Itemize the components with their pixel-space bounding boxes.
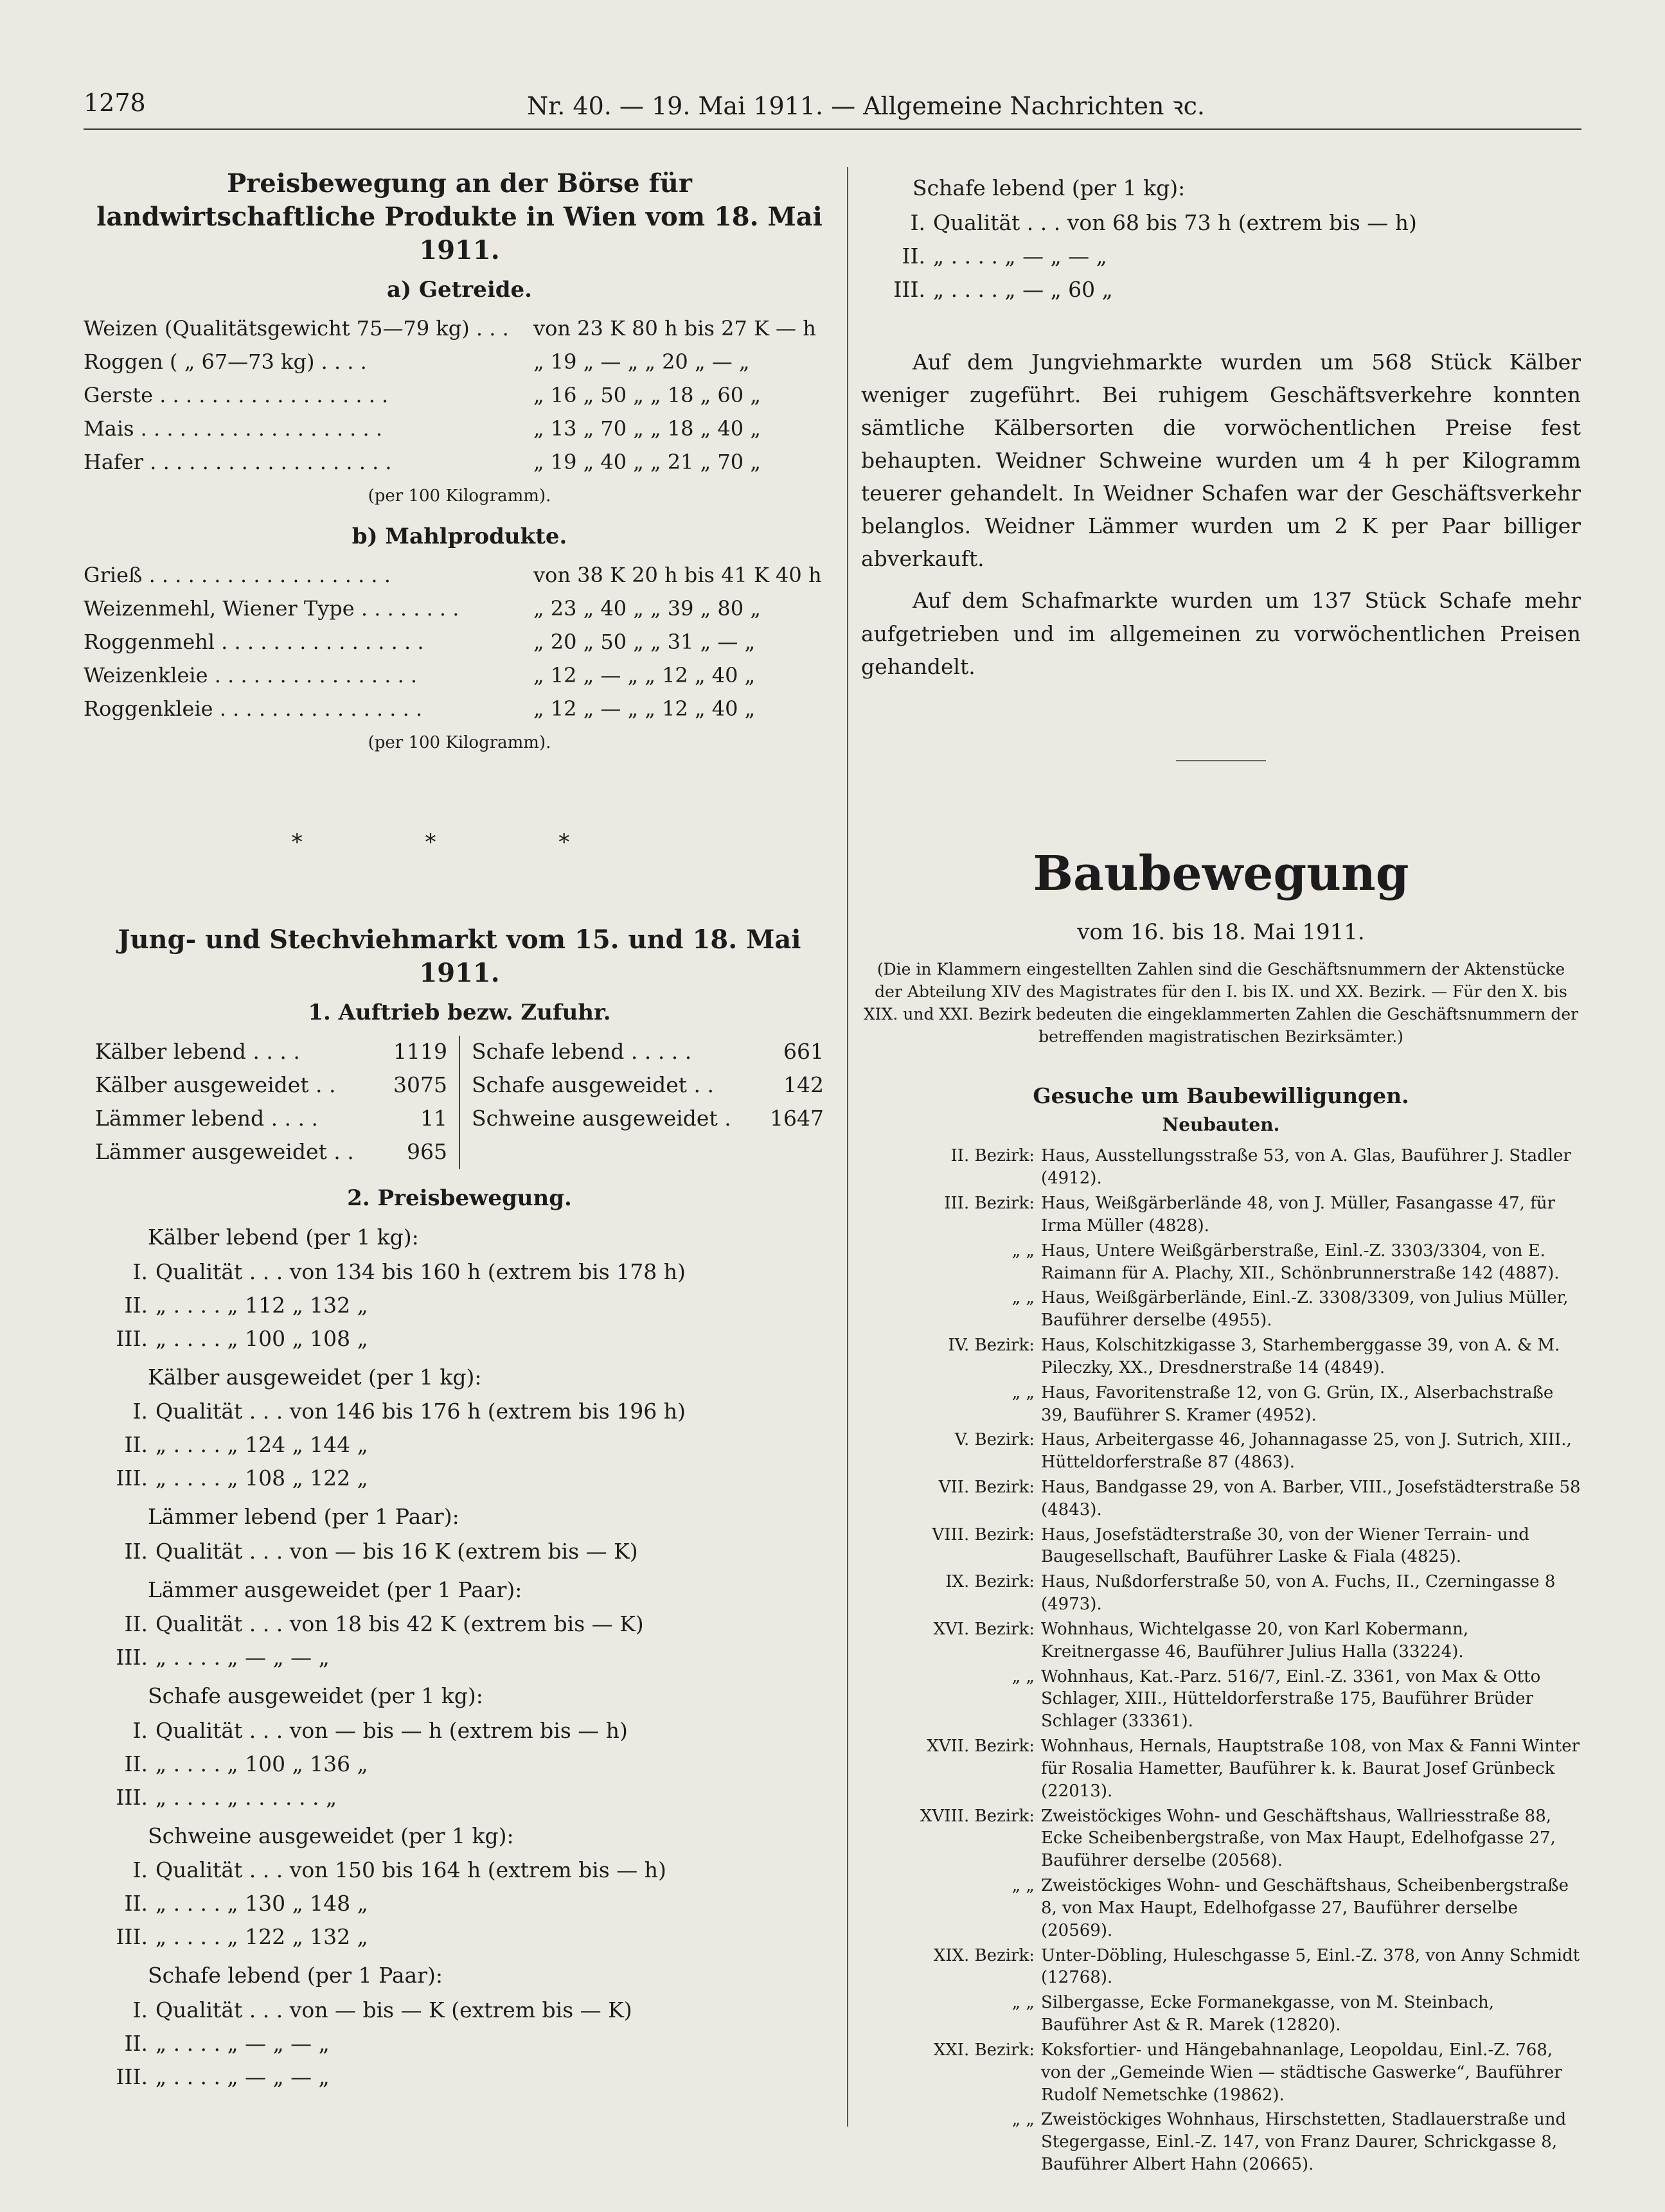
price-range: „ 19 „ 40 „ „ 21 „ 70 „ xyxy=(533,450,761,474)
bezirk-label: XVII. Bezirk: xyxy=(927,1737,1035,1756)
quality-class: III. xyxy=(116,2064,148,2089)
auftrieb-count: 1647 xyxy=(770,1106,824,1131)
bezirk-label: II. Bezirk: xyxy=(950,1146,1035,1166)
quality-row xyxy=(84,1641,835,1675)
auftrieb-label: Kälber ausgeweidet . . xyxy=(95,1072,336,1097)
bezirk-label: V. Bezirk: xyxy=(954,1430,1035,1450)
quality-row xyxy=(84,1921,835,1954)
quality-prices: „ . . . . „ 130 „ 148 „ xyxy=(156,1891,368,1916)
product-name: Weizenkleie . . . . . . . . . . . . . . . . xyxy=(84,663,418,687)
quality-row xyxy=(84,1854,835,1888)
bezirk-label: IV. Bezirk: xyxy=(948,1336,1035,1356)
quality-class: I. xyxy=(910,209,925,235)
quality-class: III. xyxy=(893,276,925,302)
baubewegung-title: Baubewegung xyxy=(1033,845,1409,901)
price-range: „ 12 „ — „ „ 12 „ 40 „ xyxy=(533,663,756,687)
auftrieb-count: 142 xyxy=(783,1072,824,1097)
auftrieb-count: 661 xyxy=(783,1039,824,1064)
column-rule xyxy=(847,167,848,2127)
auftrieb-row xyxy=(95,1102,447,1136)
auftrieb-row xyxy=(472,1102,824,1136)
schafe-lebend-heading: Schafe lebend (per 1 kg): xyxy=(913,175,1186,200)
quality-prices: „ . . . . „ 112 „ 132 „ xyxy=(156,1292,368,1318)
quality-prices: „ . . . . „ — „ — „ xyxy=(156,2030,330,2056)
right-column xyxy=(861,167,1581,2179)
price-row xyxy=(84,413,835,447)
quality-prices: „ . . . . „ . . . . . . „ xyxy=(156,1784,337,1810)
auftrieb-label: Kälber lebend . . . . xyxy=(95,1039,300,1064)
bau-entry xyxy=(861,1476,1581,1521)
quality-row xyxy=(84,1994,835,2028)
bau-entry-text: Koksfortier- und Hängebahnanlage, Leopoldau, Einl.-Z. 768, von der „Gemeinde Wien — städtische Gaswerke“, Bauführer Rudolf Nemetschke (19862). xyxy=(1041,2040,1562,2105)
quality-class: III. xyxy=(116,1924,148,1949)
quality-row xyxy=(861,207,1581,240)
auftrieb-table xyxy=(84,1036,835,1169)
quality-class: II. xyxy=(902,243,925,269)
bezirk-label: „ „ xyxy=(1011,1383,1035,1402)
mahlprodukte-table xyxy=(84,560,835,727)
quality-row xyxy=(84,1256,835,1289)
quality-prices: Qualität . . . von 150 bis 164 h (extrem bis — h) xyxy=(156,1857,666,1882)
price-range: „ 16 „ 50 „ „ 18 „ 60 „ xyxy=(533,383,761,407)
price-row xyxy=(84,693,835,727)
auftrieb-row xyxy=(95,1136,447,1169)
product-name: Roggenkleie . . . . . . . . . . . . . . . . xyxy=(84,696,423,721)
bau-entry xyxy=(861,1334,1581,1379)
page-header xyxy=(84,89,1581,127)
quality-prices: „ . . . . „ 124 „ 144 „ xyxy=(156,1432,368,1457)
bau-entry xyxy=(861,1618,1581,1663)
quality-class: III. xyxy=(116,1645,148,1670)
auftrieb-heading: 1. Auftrieb bezw. Zufuhr. xyxy=(308,1000,611,1025)
quality-class: I. xyxy=(132,1399,148,1424)
bau-entry-text: Haus, Untere Weißgärberstraße, Einl.-Z. 3303/3304, von E. Raimann für A. Plachy, XII., Schönbrunnerstraße 142 (4887). xyxy=(1041,1241,1560,1283)
bau-entry-text: Wohnhaus, Wichtelgasse 20, von Karl Kobermann, Kreitnergasse 46, Bauführer Julius Halla (33224). xyxy=(1041,1619,1469,1661)
neubauten-list xyxy=(861,1145,1581,2175)
quality-class: II. xyxy=(124,1751,148,1776)
bau-entry xyxy=(861,1805,1581,1872)
quality-prices: Qualität . . . von 134 bis 160 h (extrem bis 178 h) xyxy=(156,1259,686,1284)
product-name: Hafer . . . . . . . . . . . . . . . . . . . xyxy=(84,450,392,474)
quality-class: II. xyxy=(124,1891,148,1916)
bezirk-label: IX. Bezirk: xyxy=(945,1572,1035,1592)
product-name: Gerste . . . . . . . . . . . . . . . . . . xyxy=(84,383,389,407)
auftrieb-right xyxy=(459,1036,835,1169)
quality-row xyxy=(84,1429,835,1462)
quality-class: III. xyxy=(116,1784,148,1810)
header-rule xyxy=(84,128,1581,130)
price-row xyxy=(84,380,835,413)
neubauten-heading: Neubauten. xyxy=(1162,1114,1280,1136)
auftrieb-count: 11 xyxy=(420,1106,447,1131)
schafe-lebend-table xyxy=(861,207,1581,307)
price-range: „ 12 „ — „ „ 12 „ 40 „ xyxy=(533,696,756,721)
gesuche-heading: Gesuche um Baubewilligungen. xyxy=(1033,1083,1409,1108)
group-heading: Kälber lebend (per 1 kg): xyxy=(148,1225,419,1250)
bau-entry-text: Haus, Ausstellungsstraße 53, von A. Glas, Bauführer J. Stadler (4912). xyxy=(1041,1146,1571,1189)
bezirk-label: XVIII. Bezirk: xyxy=(920,1806,1035,1826)
bau-entry xyxy=(861,1192,1581,1237)
quality-class: II. xyxy=(124,1611,148,1636)
price-row xyxy=(84,346,835,380)
bau-entry-text: Silbergasse, Ecke Formanekgasse, von M. Steinbach, Bauführer Ast & R. Marek (12820). xyxy=(1041,1993,1495,2035)
price-row xyxy=(84,560,835,593)
bau-entry-text: Haus, Favoritenstraße 12, von G. Grün, IX., Alserbachstraße 39, Bauführer S. Kramer (4952). xyxy=(1041,1383,1554,1425)
product-name: Weizen (Qualitätsgewicht 75—79 kg) . . . xyxy=(84,316,509,341)
section-separator: * * * xyxy=(291,829,628,855)
quality-class: II. xyxy=(124,1432,148,1457)
quality-class: I. xyxy=(132,1717,148,1743)
group-heading: Schweine ausgeweidet (per 1 kg): xyxy=(148,1823,514,1848)
quality-row xyxy=(84,2028,835,2061)
quality-row xyxy=(84,1535,835,1569)
auftrieb-count: 3075 xyxy=(393,1072,447,1097)
bau-entry xyxy=(861,1875,1581,1942)
quality-prices: Qualität . . . von — bis — K (extrem bis — K) xyxy=(156,1997,632,2022)
bau-entry xyxy=(861,1945,1581,1990)
quality-row xyxy=(84,1888,835,1921)
auftrieb-row xyxy=(472,1069,824,1102)
quality-row xyxy=(84,1608,835,1641)
auftrieb-label: Schweine ausgeweidet . xyxy=(472,1106,731,1131)
group-heading: Lämmer ausgeweidet (per 1 Paar): xyxy=(148,1577,522,1602)
schafmarkt-report: Auf dem Schafmarkte wurden um 137 Stück Schafe mehr aufgetrieben und im allgemeinen zu vorwöchentlichen Preisen gehandelt. xyxy=(861,588,1581,679)
quality-class: II. xyxy=(124,2030,148,2056)
price-range: „ 19 „ — „ „ 20 „ — „ xyxy=(533,349,750,374)
bezirk-label: „ „ xyxy=(1011,1288,1035,1308)
bezirk-label: III. Bezirk: xyxy=(944,1194,1035,1214)
bau-entry xyxy=(861,1524,1581,1569)
bezirk-label: „ „ xyxy=(1011,1667,1035,1686)
boerse-title: Preisbewegung an der Börse für landwirtschaftliche Produkte in Wien vom 18. Mai 1911. xyxy=(96,168,823,265)
baubewegung-date: vom 16. bis 18. Mai 1911. xyxy=(1077,919,1365,945)
group-heading: Lämmer lebend (per 1 Paar): xyxy=(148,1504,459,1529)
bezirk-label: „ „ xyxy=(1011,1993,1035,2013)
product-name: Weizenmehl, Wiener Type . . . . . . . . xyxy=(84,596,459,621)
group-heading: Schafe ausgeweidet (per 1 kg): xyxy=(148,1683,483,1708)
quality-prices: Qualität . . . von 18 bis 42 K (extrem bis — K) xyxy=(156,1611,644,1636)
left-column xyxy=(84,167,835,2094)
quality-prices: „ . . . . „ — „ — „ xyxy=(156,2064,330,2089)
auftrieb-row xyxy=(95,1069,447,1102)
price-range: „ 23 „ 40 „ „ 39 „ 80 „ xyxy=(533,596,761,621)
bezirk-label: XIX. Bezirk: xyxy=(933,1945,1035,1965)
bau-entry-text: Haus, Josefstädterstraße 30, von der Wiener Terrain- und Baugesellschaft, Bauführer Laske & Fiala (4825). xyxy=(1041,1525,1529,1567)
quality-row xyxy=(84,1748,835,1782)
group-heading: Kälber ausgeweidet (per 1 kg): xyxy=(148,1364,482,1390)
bau-entry xyxy=(861,1429,1581,1474)
bau-entry xyxy=(861,1382,1581,1427)
bau-entry-text: Haus, Weißgärberlände 48, von J. Müller, Fasangasse 47, für Irma Müller (4828). xyxy=(1041,1194,1555,1235)
auftrieb-count: 1119 xyxy=(393,1039,447,1064)
bau-entry xyxy=(861,1735,1581,1802)
quality-prices: „ . . . . „ — „ — „ xyxy=(156,1645,330,1670)
getreide-note: (per 100 Kilogramm). xyxy=(368,486,551,506)
auftrieb-row xyxy=(472,1036,824,1069)
getreide-table xyxy=(84,313,835,480)
bezirk-label: VIII. Bezirk: xyxy=(932,1525,1035,1544)
bau-entry-text: Haus, Nußdorferstraße 50, von A. Fuchs, II., Czerningasse 8 (4973). xyxy=(1041,1572,1556,1615)
price-row xyxy=(84,660,835,693)
auftrieb-label: Schafe lebend . . . . . xyxy=(472,1039,692,1064)
bau-entry-text: Zweistöckiges Wohn- und Geschäftshaus, Wallriesstraße 88, Ecke Scheibenbergstraße, von Max Haupt, Edelhofgasse 27, Bauführer derselbe (20568). xyxy=(1041,1806,1556,1871)
bau-entry xyxy=(861,1666,1581,1733)
bau-entry xyxy=(861,1287,1581,1332)
quality-row xyxy=(84,1462,835,1496)
product-name: Roggen ( „ 67—73 kg) . . . . xyxy=(84,349,367,374)
quality-prices: „ . . . . „ 122 „ 132 „ xyxy=(156,1924,368,1949)
price-range: von 23 K 80 h bis 27 K — h xyxy=(533,316,816,341)
bau-entry-text: Haus, Arbeitergasse 46, Johannagasse 25, von J. Sutrich, XIII., Hütteldorferstraße 87 (4863). xyxy=(1041,1430,1572,1473)
bau-entry xyxy=(861,2109,1581,2175)
price-range: von 38 K 20 h bis 41 K 40 h xyxy=(533,563,822,587)
quality-row xyxy=(861,240,1581,274)
bezirk-label: VII. Bezirk: xyxy=(938,1478,1035,1497)
auftrieb-label: Lämmer ausgeweidet . . xyxy=(95,1139,354,1164)
quality-row xyxy=(84,2061,835,2094)
quality-row xyxy=(84,1782,835,1815)
auftrieb-label: Lämmer lebend . . . . xyxy=(95,1106,318,1131)
price-range: „ 13 „ 70 „ „ 18 „ 40 „ xyxy=(533,416,761,441)
quality-class: I. xyxy=(132,1997,148,2022)
mahlprodukte-note: (per 100 Kilogramm). xyxy=(368,733,551,752)
mahlprodukte-heading: b) Mahlprodukte. xyxy=(352,524,567,549)
bezirk-label: „ „ xyxy=(1011,1241,1035,1261)
price-row xyxy=(84,593,835,626)
quality-class: II. xyxy=(124,1292,148,1318)
quality-prices: „ . . . . „ — „ 60 „ xyxy=(933,276,1113,302)
quality-class: I. xyxy=(132,1857,148,1882)
quality-row xyxy=(84,1323,835,1356)
product-name: Grieß . . . . . . . . . . . . . . . . . . . xyxy=(84,563,391,587)
price-range: „ 20 „ 50 „ „ 31 „ — „ xyxy=(533,630,756,654)
bezirk-label: XVI. Bezirk: xyxy=(933,1619,1035,1639)
quality-prices: „ . . . . „ — „ — „ xyxy=(933,243,1107,269)
bau-entry-text: Zweistöckiges Wohnhaus, Hirschstetten, Stadlauerstraße und Stegergasse, Einl.-Z. 147, von Franz Daurer, Schrickgasse 8, Bauführer Albert Hahn (20665). xyxy=(1041,2110,1567,2175)
quality-row xyxy=(84,1715,835,1748)
bau-entry-text: Haus, Bandgasse 29, von A. Barber, VIII., Josefstädterstraße 58 (4843). xyxy=(1041,1478,1581,1519)
product-name: Roggenmehl . . . . . . . . . . . . . . . . xyxy=(84,630,424,654)
bau-entry-text: Wohnhaus, Kat.-Parz. 516/7, Einl.-Z. 3361, von Max & Otto Schlager, XIII., Hütteldorferstraße 175, Bauführer Brüder Schlager (33361). xyxy=(1041,1667,1541,1731)
bau-entry-text: Wohnhaus, Hernals, Hauptstraße 108, von Max & Fanni Winter für Rosalia Hametter, Bauführer k. k. Baurat Josef Grünbeck (22013). xyxy=(1041,1737,1580,1801)
bau-entry xyxy=(861,1145,1581,1190)
preis-groups xyxy=(84,1221,835,2094)
auftrieb-count: 965 xyxy=(407,1139,447,1164)
bau-entry xyxy=(861,2039,1581,2106)
quality-prices: Qualität . . . von — bis — h (extrem bis — h) xyxy=(156,1717,628,1743)
bezirk-label: XXI. Bezirk: xyxy=(933,2040,1035,2060)
jungvieh-report: Auf dem Jungviehmarkte wurden um 568 Stück Kälber weniger zugeführt. Bei ruhigem Geschäftsverkehre konnten sämtliche Kälbersorten die vorwöchentlichen Preise fest behaupten. Weidner Schweine wurden um 4 h per Kilogramm teuerer gehandelt. In Weidner Schafen war der Geschäftsverkehr belanglos. Weidner Lämmer wurden um 2 K per Paar billiger abverkauft. xyxy=(861,349,1581,572)
quality-row xyxy=(84,1395,835,1429)
getreide-heading: a) Getreide. xyxy=(386,277,533,303)
bezirk-label: „ „ xyxy=(1011,1876,1035,1896)
auftrieb-label: Schafe ausgeweidet . . xyxy=(472,1072,714,1097)
quality-row xyxy=(84,1289,835,1323)
baubewegung-note: (Die in Klammern eingestellten Zahlen sind die Geschäftsnummern der Aktenstücke der Abteilung XIV des Magistrates für den I. bis IX. und XX. Bezirk. — Für den X. bis XIX. und XXI. Bezirk bedeuten die eingeklammerten Zahlen die Geschäftsnummern der betreffenden magistratischen Bezirksämter.) xyxy=(863,959,1579,1046)
price-row xyxy=(84,447,835,480)
quality-class: III. xyxy=(116,1325,148,1351)
preisbewegung-heading: 2. Preisbewegung. xyxy=(347,1185,572,1211)
running-title: Nr. 40. — 19. Mai 1911. — Allgemeine Nachrichten ꝛc. xyxy=(527,92,1205,120)
quality-prices: Qualität . . . von — bis 16 K (extrem bis — K) xyxy=(156,1538,638,1564)
bau-entry-text: Haus, Kolschitzkigasse 3, Starhemberggasse 39, von A. & M. Pileczky, XX., Dresdnerstraße 14 (4849). xyxy=(1041,1336,1560,1377)
auftrieb-row xyxy=(95,1036,447,1069)
bau-entry xyxy=(861,1992,1581,2037)
quality-prices: Qualität . . . von 146 bis 176 h (extrem bis 196 h) xyxy=(156,1399,686,1424)
group-heading: Schafe lebend (per 1 Paar): xyxy=(148,1963,443,1988)
bau-entry-text: Zweistöckiges Wohn- und Geschäftshaus, Scheibenbergstraße 8, von Max Haupt, Edelhofgasse 27, Bauführer derselbe (20569). xyxy=(1041,1876,1569,1940)
auftrieb-left xyxy=(84,1036,459,1169)
quality-prices: „ . . . . „ 108 „ 122 „ xyxy=(156,1465,368,1491)
divider xyxy=(1176,760,1266,761)
bau-entry xyxy=(861,1240,1581,1285)
quality-prices: „ . . . . „ 100 „ 108 „ xyxy=(156,1325,368,1351)
price-row xyxy=(84,313,835,346)
bau-entry xyxy=(861,1571,1581,1616)
quality-class: II. xyxy=(124,1538,148,1564)
quality-prices: Qualität . . . von 68 bis 73 h (extrem bis — h) xyxy=(933,209,1417,235)
quality-prices: „ . . . . „ 100 „ 136 „ xyxy=(156,1751,368,1776)
jungvieh-title: Jung- und Stechviehmarkt vom 15. und 18. Mai 1911. xyxy=(118,925,801,988)
page-number: 1278 xyxy=(84,89,146,117)
bezirk-label: „ „ xyxy=(1011,2110,1035,2130)
price-row xyxy=(84,626,835,660)
quality-row xyxy=(861,274,1581,307)
bau-entry-text: Haus, Weißgärberlände, Einl.-Z. 3308/3309, von Julius Müller, Bauführer derselbe (4955). xyxy=(1041,1288,1569,1331)
bau-entry-text: Unter-Döbling, Huleschgasse 5, Einl.-Z. 378, von Anny Schmidt (12768). xyxy=(1041,1945,1580,1988)
quality-class: I. xyxy=(132,1259,148,1284)
quality-class: III. xyxy=(116,1465,148,1491)
product-name: Mais . . . . . . . . . . . . . . . . . . . xyxy=(84,416,383,441)
